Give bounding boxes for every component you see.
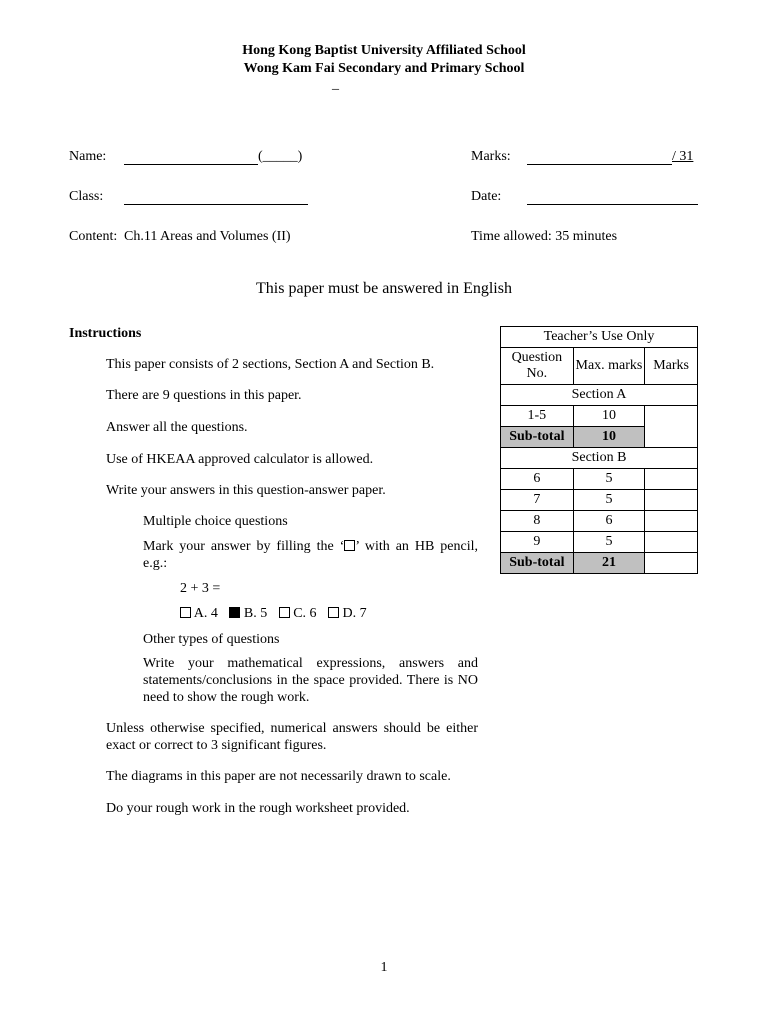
marks-cell-section-b[interactable] <box>645 553 698 574</box>
example-options <box>180 605 367 622</box>
mc-instruction-post: ’ with an HB pencil, e.g.: <box>143 539 478 571</box>
marks-field[interactable] <box>527 164 672 165</box>
date-field[interactable] <box>527 204 698 205</box>
example-question: 2 + 3 = <box>180 581 221 596</box>
mc-instruction <box>143 538 478 572</box>
answer-box-icon <box>344 540 355 551</box>
example-option-d <box>328 606 367 621</box>
table-row <box>501 448 698 469</box>
other-instruction: Write your mathematical expressions, answers and statements/conclusions in the space provided. There is NO need to show the rough work. <box>143 656 478 705</box>
instruction-item: This paper consists of 2 sections, Section A and Section B. <box>106 357 435 372</box>
max-cell: 5 <box>573 490 645 511</box>
table-row <box>501 490 698 511</box>
col-header-marks: Marks <box>645 348 698 385</box>
example-option-b <box>229 606 267 621</box>
table-row <box>501 469 698 490</box>
table-row <box>501 511 698 532</box>
marks-cell[interactable] <box>645 469 698 490</box>
empty-box-icon <box>279 607 290 618</box>
max-cell: 6 <box>573 511 645 532</box>
max-cell: 5 <box>573 532 645 553</box>
example-option-a <box>180 606 218 621</box>
instruction-item: Do your rough work in the rough worksheet provided. <box>106 801 410 816</box>
class-field[interactable] <box>124 204 308 205</box>
instructions-heading: Instructions <box>69 326 142 341</box>
time-allowed: Time allowed: 35 minutes <box>471 229 618 244</box>
instruction-item: The diagrams in this paper are not necessarily drawn to scale. <box>106 769 451 784</box>
header-dash: _ <box>332 77 339 92</box>
subtotal-label: Sub-total <box>501 553 574 574</box>
school-name-line2: Wong Kam Fai Secondary and Primary School <box>243 61 525 76</box>
instruction-item: There are 9 questions in this paper. <box>106 388 302 403</box>
class-number-field[interactable]: (_____) <box>258 149 303 164</box>
max-cell: 10 <box>573 406 645 427</box>
section-b-header: Section B <box>501 448 698 469</box>
question-cell: 6 <box>501 469 574 490</box>
content-value: Ch.11 Areas and Volumes (II) <box>124 229 291 244</box>
table-row <box>501 406 698 427</box>
table-row <box>501 327 698 348</box>
content-label: Content: <box>69 229 118 244</box>
date-label: Date: <box>471 189 502 204</box>
question-cell: 9 <box>501 532 574 553</box>
table-row <box>501 348 698 385</box>
question-cell: 7 <box>501 490 574 511</box>
marks-cell[interactable] <box>645 532 698 553</box>
mc-instruction-pre: Mark your answer by filling the ‘ <box>143 539 345 554</box>
empty-box-icon <box>328 607 339 618</box>
table-title: Teacher’s Use Only <box>501 327 698 348</box>
col-header-question: Question No. <box>501 348 574 385</box>
table-row <box>501 385 698 406</box>
option-label: B. 5 <box>243 606 268 621</box>
marks-cell[interactable] <box>645 511 698 532</box>
filled-box-icon <box>229 607 240 618</box>
class-label: Class: <box>69 189 104 204</box>
subtotal-label: Sub-total <box>501 427 574 448</box>
marks-total: / 31 <box>672 149 694 164</box>
instruction-item: Use of HKEAA approved calculator is allowed. <box>106 452 374 467</box>
empty-box-icon <box>180 607 191 618</box>
option-label: C. 6 <box>293 606 317 621</box>
other-heading: Other types of questions <box>143 632 280 647</box>
example-option-c <box>279 606 317 621</box>
subtotal-value: 21 <box>573 553 645 574</box>
max-cell: 5 <box>573 469 645 490</box>
col-header-max: Max. marks <box>573 348 645 385</box>
table-row <box>501 532 698 553</box>
name-field[interactable] <box>124 164 258 165</box>
name-label: Name: <box>69 149 107 164</box>
marks-label: Marks: <box>471 149 511 164</box>
language-note: This paper must be answered in English <box>256 280 512 297</box>
instruction-item: Unless otherwise specified, numerical answers should be either exact or correct to 3 significant figures. <box>106 721 478 753</box>
question-cell: 1-5 <box>501 406 574 427</box>
marks-cell[interactable] <box>645 490 698 511</box>
section-a-header: Section A <box>501 385 698 406</box>
question-cell: 8 <box>501 511 574 532</box>
marks-cell-section-a[interactable] <box>645 406 698 448</box>
table-row <box>501 553 698 574</box>
instruction-item: Write your answers in this question-answer paper. <box>106 483 386 498</box>
option-label: A. 4 <box>193 606 218 621</box>
page-number: 1 <box>380 960 388 975</box>
subtotal-value: 10 <box>573 427 645 448</box>
mc-heading: Multiple choice questions <box>143 514 288 529</box>
instruction-item: Answer all the questions. <box>106 420 248 435</box>
teacher-use-table <box>500 326 698 574</box>
option-label: D. 7 <box>342 606 367 621</box>
school-name-line1: Hong Kong Baptist University Affiliated School <box>242 43 526 58</box>
